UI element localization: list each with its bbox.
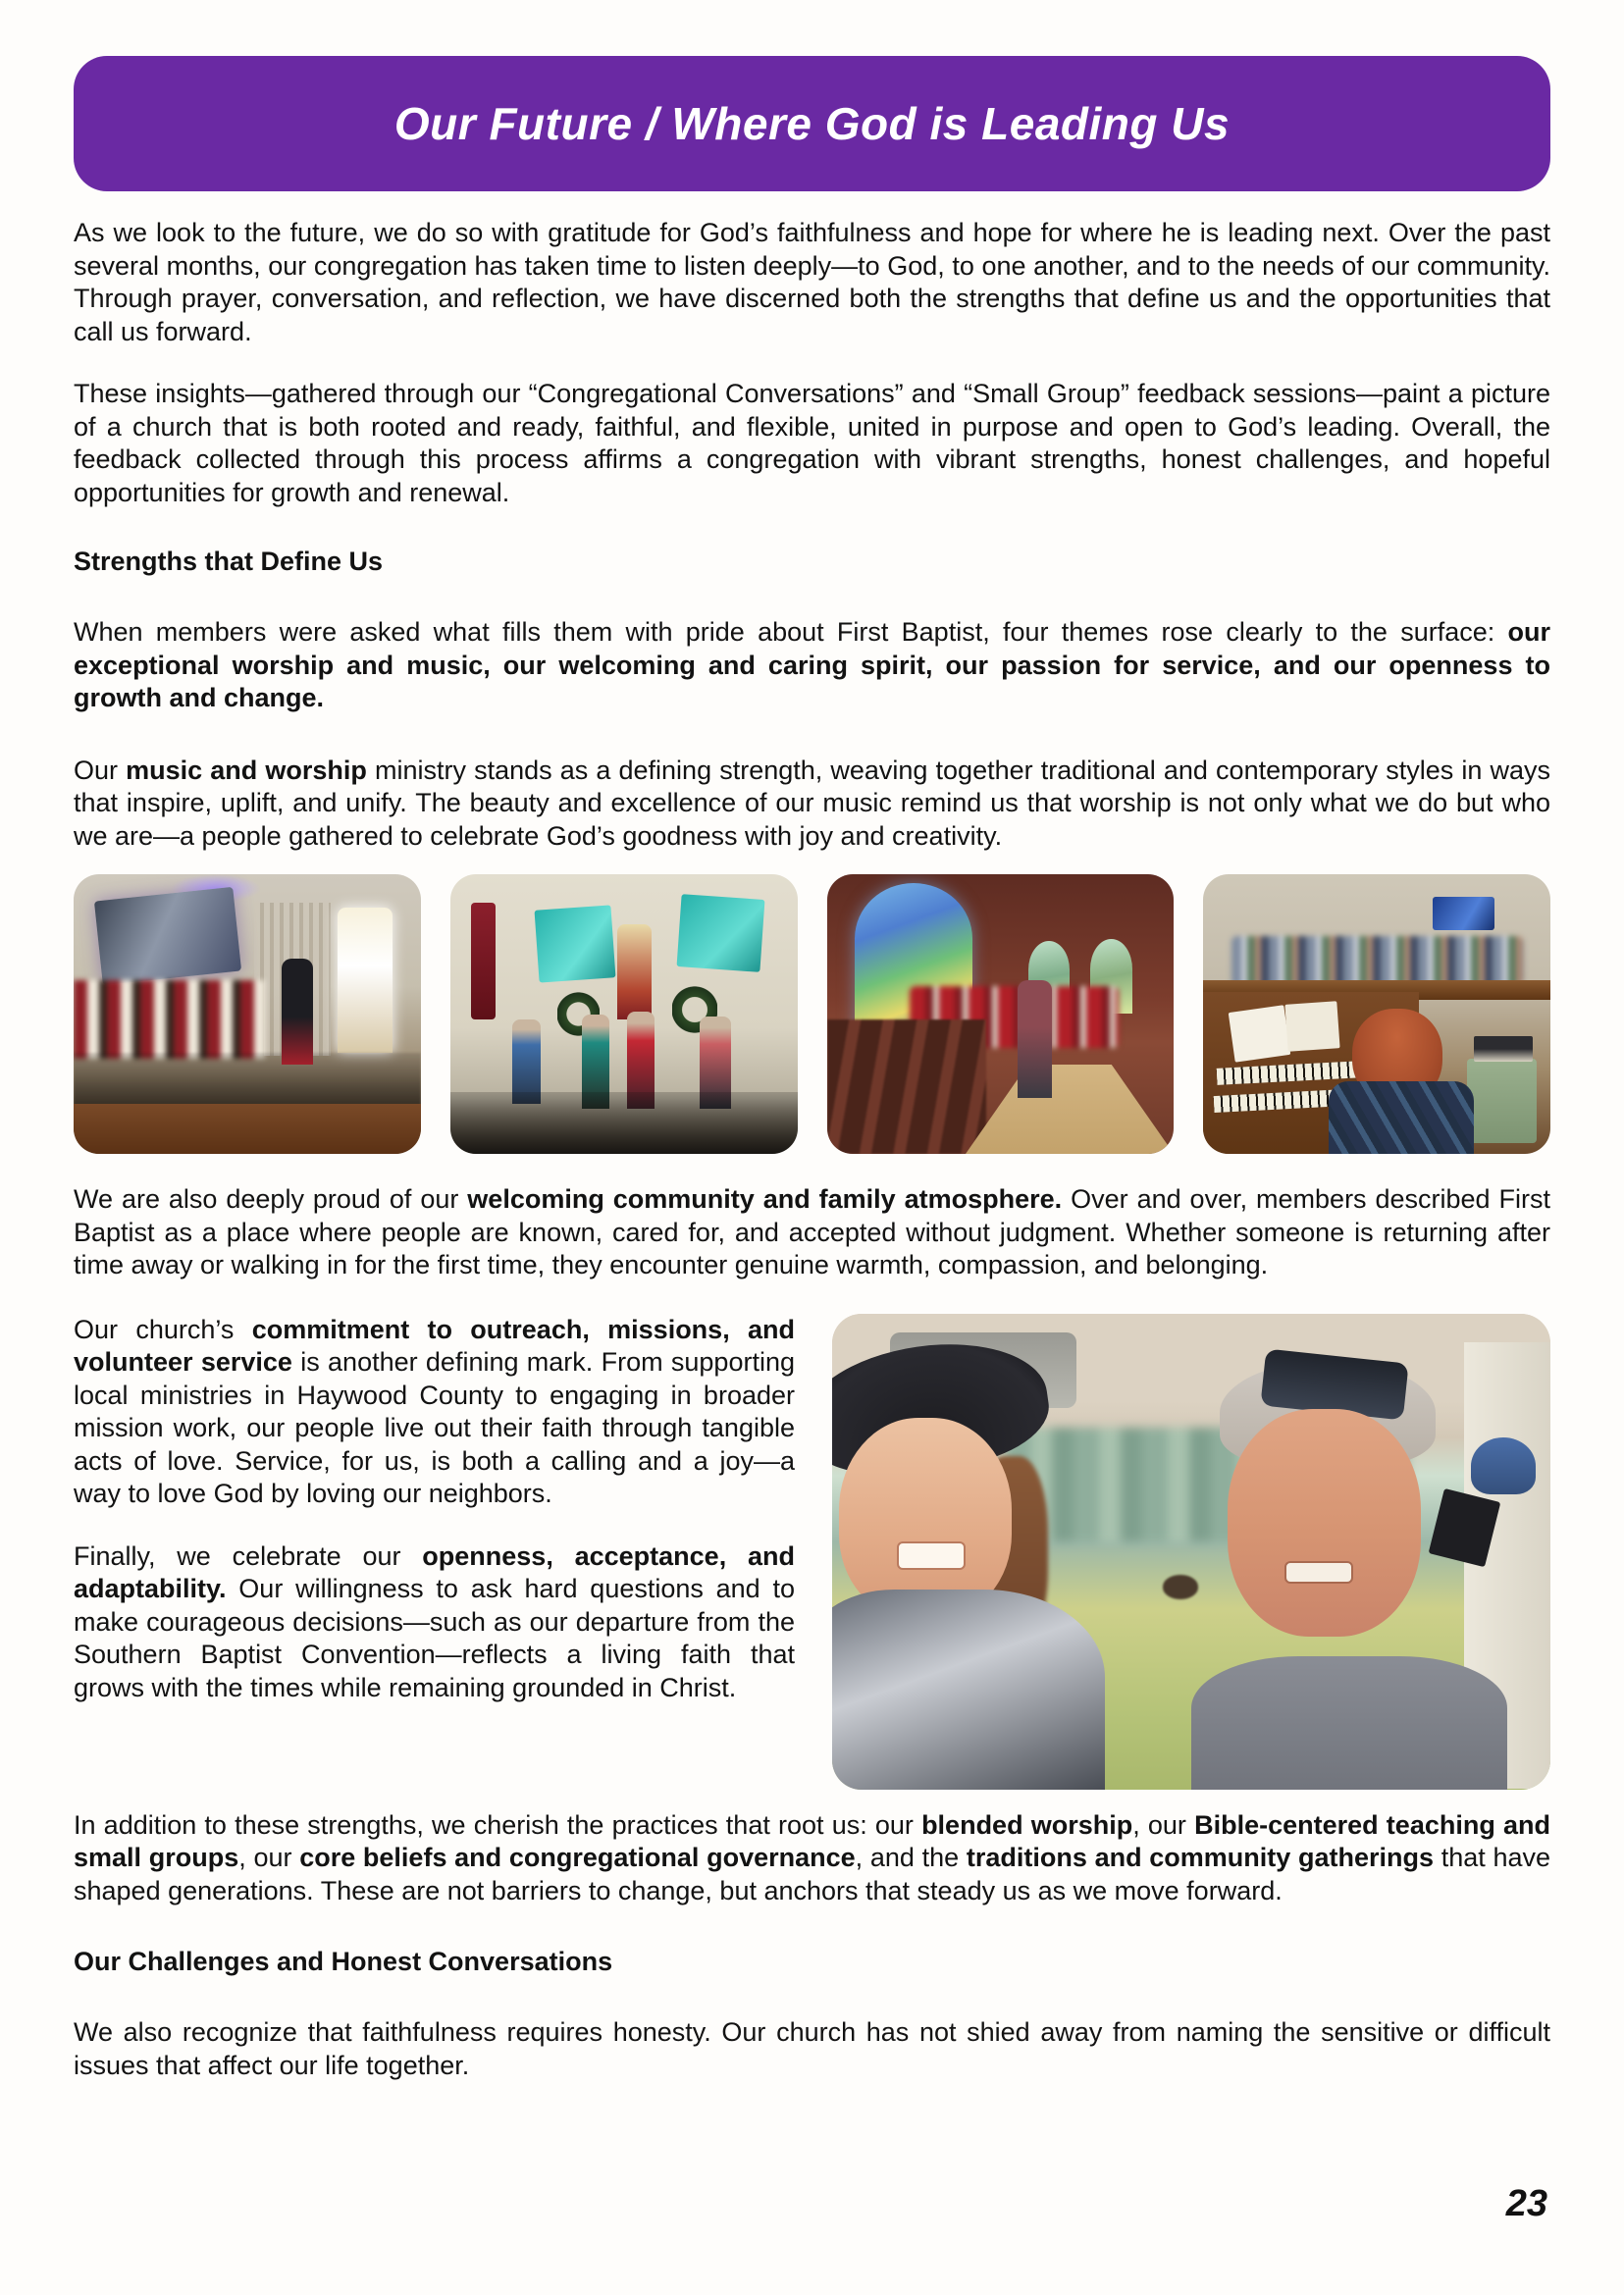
wood-floor [74, 1104, 421, 1154]
woman-shirt [832, 1590, 1105, 1790]
worship-photo-row [74, 874, 1550, 1154]
woman-face [839, 1418, 1012, 1618]
two-column-section [74, 1314, 1550, 1790]
challenges-heading: Our Challenges and Honest Conversations [74, 1947, 613, 1976]
stained-glass-panel [617, 924, 652, 1019]
music-worship-paragraph: Our music and worship ministry stands as a defining strength, weaving together traditional and contemporary styles in ways that inspire, uplift, and unify. The beauty and excellence of our music remind us that worship is not only what we do but who we are—a people gathered to celebrate God’s goodness with joy and creativity. [74, 755, 1550, 851]
man-face [1228, 1409, 1422, 1638]
photo-vehicle-selfie-meadow-bison [832, 1314, 1550, 1790]
openness-paragraph: Finally, we celebrate our openness, acceptance, and adaptability. Our willingness to ask hard questions and to make courageous decisions—such as our departure from the Southern Baptist Convention—reflects a living faith that grows with the times while remaining grounded in Christ. [74, 1540, 795, 1702]
stacked-books [1474, 1036, 1533, 1062]
worship-leader [282, 959, 313, 1065]
right-projection-screen [677, 894, 765, 972]
projection-screen [1433, 897, 1495, 930]
person-blue-cap [1471, 1437, 1536, 1494]
strengths-heading: Strengths that Define Us [74, 547, 384, 576]
intro-paragraph-2: These insights—gathered through our “Congregational Conversations” and “Small Group” feedback sessions—paint a picture of a church that is both rooted and ready, faithful, and flexible, united in purpose and open to God’s leading. Overall, the feedback collected through this process affirms a congregation with vibrant strengths, honest challenges, and hopeful opportunities for growth and renewal. [74, 379, 1550, 507]
left-text-column [74, 1314, 795, 1790]
choir-in-robes [74, 980, 265, 1059]
page-title: Our Future / Where God is Leading Us [393, 98, 1231, 149]
carpet-aisle [966, 1065, 1174, 1154]
choir-director [1018, 980, 1052, 1098]
photo-red-brick-church-choir [827, 874, 1175, 1154]
left-projection-screen [535, 906, 616, 983]
sheet-music [1228, 1005, 1289, 1063]
bison [1163, 1575, 1199, 1598]
title-banner [74, 56, 1550, 191]
wooden-pews [827, 1019, 987, 1154]
intro-paragraph-1: As we look to the future, we do so with gratitude for God’s faithfulness and hope for where he is leading next. Over the past several months, our congregation has taken time to listen deeply—to God, to one another, and to the needs of our community. Through prayer, conversation, and reflection, we have discerned both the strengths that define us and the opportunities that call us forward. [74, 218, 1550, 346]
photo-organist-and-congregation [1203, 874, 1550, 1154]
honesty-paragraph: We also recognize that faithfulness requires honesty. Our church has not shied away from naming the sensitive or difficult issues that affect our life together. [74, 2017, 1550, 2080]
stage-equipment [450, 1092, 798, 1154]
practices-paragraph: In addition to these strengths, we cherish the practices that root us: our blended worship, our Bible-centered teaching and small groups, our core beliefs and congregational governance, and the traditions and community gatherings that have shaped generations. These are not barriers to change, but anchors that steady us as we move forward. [74, 1809, 1551, 1905]
photo-worship-band-with-screens [450, 874, 798, 1154]
standing-congregation [1231, 936, 1523, 986]
photo-choir-and-band-in-sanctuary [74, 874, 421, 1154]
page-number: 23 [1505, 2183, 1547, 2224]
red-wall-banner [471, 903, 496, 1020]
page-content [0, 56, 1624, 2082]
pride-paragraph: When members were asked what fills them with pride about First Baptist, four themes rose clearly to the surface: our exceptional worship and music, our welcoming and caring spirit, our passion for service, and our openness to growth and change. [74, 617, 1550, 712]
band-member [512, 1019, 540, 1104]
sheet-music [1285, 1001, 1340, 1052]
welcoming-paragraph: We are also deeply proud of our welcoming community and family atmosphere. Over and over, members described First Baptist as a place where people are known, cared for, and accepted without judgment. Whether someone is returning after time away or walking in for the first time, they encounter genuine warmth, compassion, and belonging. [74, 1184, 1550, 1279]
stained-glass-window [338, 908, 393, 1053]
woman-smile [897, 1541, 966, 1569]
man-gray-shirt [1191, 1656, 1507, 1790]
projection-screen [94, 887, 241, 985]
man-smile [1284, 1561, 1353, 1584]
outreach-paragraph: Our church’s commitment to outreach, missions, and volunteer service is another defining mark. From supporting local ministries in Haywood County to engaging in broader mission work, our people live out their faith through tangible acts of love. Service, for us, is both a calling and a joy—a way to love God by loving our neighbors. [74, 1314, 796, 1508]
organist-floral-shirt [1329, 1081, 1475, 1154]
green-stool [1467, 1059, 1537, 1143]
